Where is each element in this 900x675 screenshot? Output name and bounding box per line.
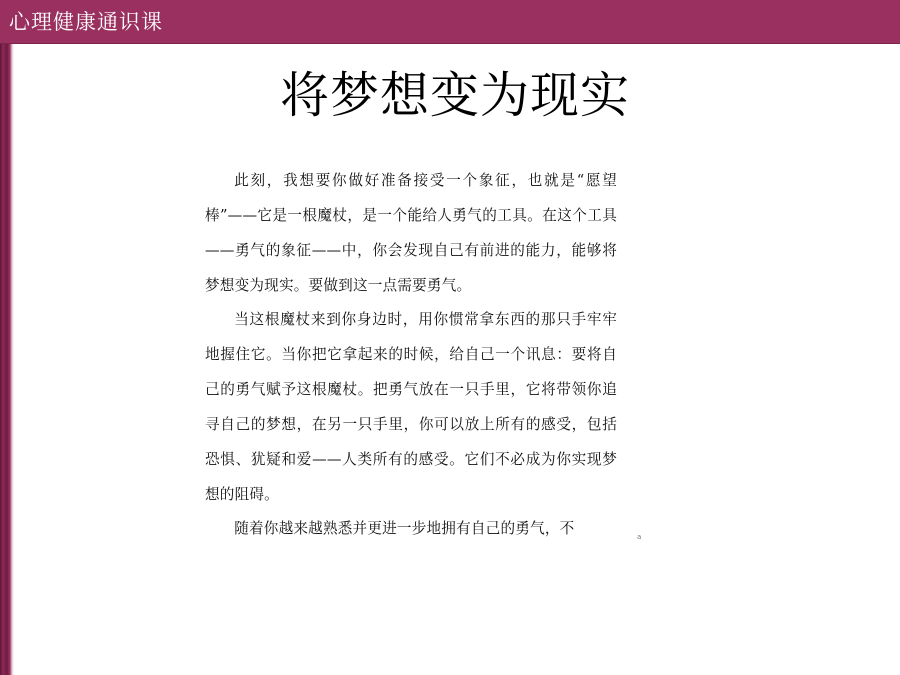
course-title: 心理健康通识课 xyxy=(9,10,163,34)
scan-stray-mark: a xyxy=(637,533,642,541)
paragraph-1: 此刻，我想要你做好准备接受一个象征，也就是“愿望棒”——它是一根魔杖，是一个能给人勇气的工具。在这个工具——勇气的象征——中，你会发现自己有前进的能力，能够将梦想变为现实。要做到这一点需要勇气。 xyxy=(205,172,617,294)
slide-title: 将梦想变为现实 xyxy=(279,67,630,124)
scanned-book-page xyxy=(205,163,645,553)
scanned-text-block xyxy=(205,163,617,546)
left-decorative-rail xyxy=(0,44,14,675)
header-bar xyxy=(0,0,900,44)
paragraph-2: 当这根魔杖来到你身边时，用你惯常拿东西的那只手牢牢地握住它。当你把它拿起来的时候，给自己一个讯息：要将自己的勇气赋予这根魔杖。把勇气放在一只手里，它将带领你追寻自己的梦想，在另一只手里，你可以放上所有的感受，包括恐惧、犹疑和爱——人类所有的感受。它们不必成为你实现梦想的阻碍。 xyxy=(205,311,617,503)
paragraph-3: 随着你越来越熟悉并更进一步地拥有自己的勇气，不 xyxy=(234,520,575,537)
